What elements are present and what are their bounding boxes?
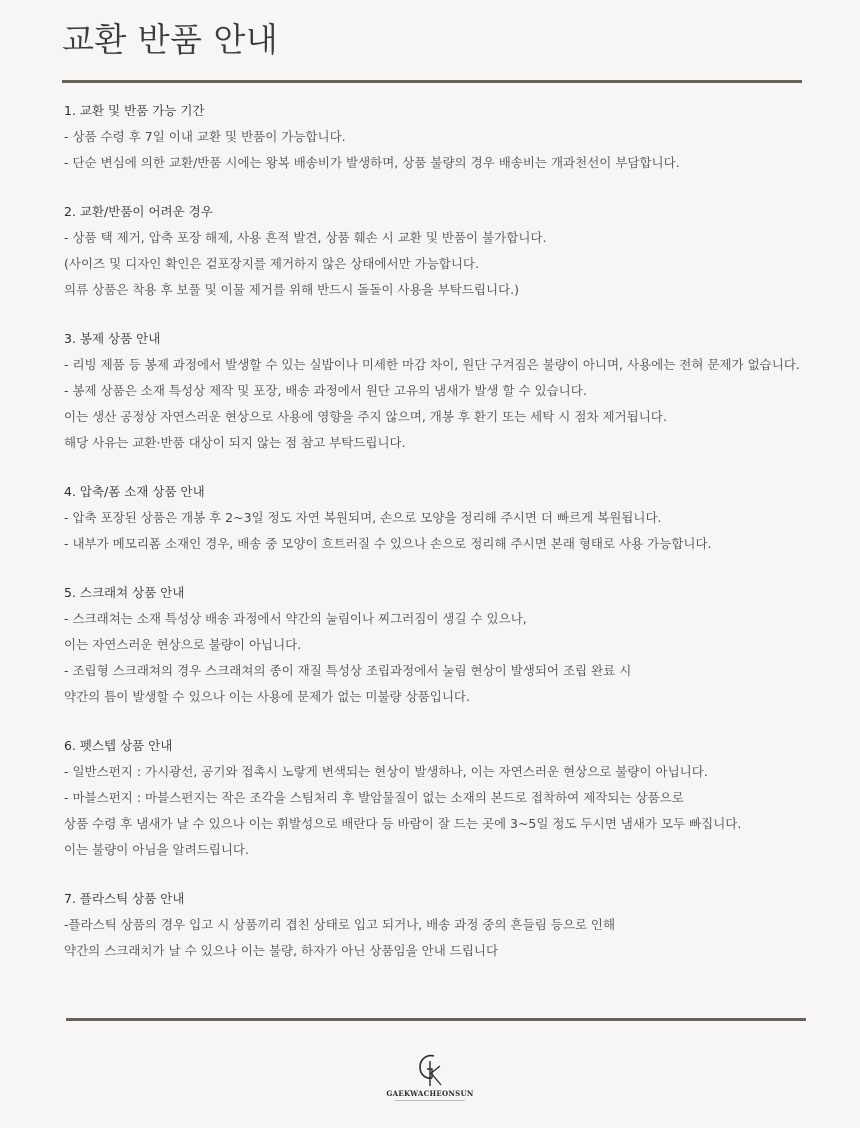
section-exchange-period (64, 98, 844, 176)
section-heading: 7. 플라스틱 상품 안내 (64, 891, 185, 906)
brand-tagline (380, 1099, 480, 1103)
section-line: -플라스틱 상품의 경우 입고 시 상품끼리 겹친 상태로 입고 되거나, 배송 과정 중의 흔들림 등으로 인해 (64, 917, 616, 932)
section-heading: 2. 교환/반품이 어려운 경우 (64, 204, 213, 219)
section-line: 이는 자연스러운 현상으로 불량이 아닙니다. (64, 637, 302, 652)
title-divider (62, 80, 802, 83)
section-line: (사이즈 및 디자인 확인은 겉포장지를 제거하지 않은 상태에서만 가능합니다. (64, 256, 479, 271)
section-scratcher (64, 580, 844, 710)
brand-name: GAEKWACHEONSUN (386, 1089, 474, 1098)
section-line: 약간의 틈이 발생할 수 있으나 이는 사용에 문제가 없는 미불량 상품입니다. (64, 689, 470, 704)
section-sewn-products (64, 326, 844, 456)
section-line: 약간의 스크래치가 날 수 있으나 이는 불량, 하자가 아닌 상품임을 안내 드립니다 (64, 943, 499, 958)
gk-monogram-icon (414, 1052, 446, 1088)
section-line: - 마블스펀지 : 마블스펀지는 작은 조각을 스팀처리 후 발암물질이 없는 소재의 본드로 접착하여 제작되는 상품으로 (64, 790, 684, 805)
brand-tagline-line-icon (395, 1099, 465, 1102)
section-line: 의류 상품은 착용 후 보풀 및 이물 제거를 위해 반드시 돌돌이 사용을 부탁드립니다.) (64, 282, 520, 297)
section-heading: 1. 교환 및 반품 가능 기간 (64, 103, 205, 118)
section-heading: 3. 봉제 상품 안내 (64, 331, 161, 346)
section-line: - 일반스펀지 : 가시광선, 공기와 접촉시 노랗게 변색되는 현상이 발생하나, 이는 자연스러운 현상으로 불량이 아닙니다. (64, 764, 708, 779)
page-title: 교환 반품 안내 (62, 20, 279, 59)
section-line: - 단순 변심에 의한 교환/반품 시에는 왕복 배송비가 발생하며, 상품 불량의 경우 배송비는 개과천선이 부담합니다. (64, 155, 680, 170)
section-heading: 6. 펫스텝 상품 안내 (64, 738, 173, 753)
brand-logo (380, 1052, 480, 1103)
section-line: - 스크래쳐는 소재 특성상 배송 과정에서 약간의 눌림이나 찌그러짐이 생길 수 있으나, (64, 611, 527, 626)
section-line: - 리빙 제품 등 봉제 과정에서 발생할 수 있는 실밥이나 미세한 마감 차이, 원단 구겨짐은 불량이 아니며, 사용에는 전혀 문제가 없습니다. (64, 357, 800, 372)
notice-sections (64, 98, 844, 987)
section-heading: 5. 스크래쳐 상품 안내 (64, 585, 185, 600)
section-line: - 봉제 상품은 소재 특성상 제작 및 포장, 배송 과정에서 원단 고유의 냄새가 발생 할 수 있습니다. (64, 383, 587, 398)
section-line: - 내부가 메모리폼 소재인 경우, 배송 중 모양이 흐트러질 수 있으나 손으로 정리해 주시면 본래 형태로 사용 가능합니다. (64, 536, 712, 551)
section-line: 상품 수령 후 냄새가 날 수 있으나 이는 휘발성으로 배란다 등 바람이 잘 드는 곳에 3~5일 정도 두시면 냄새가 모두 빠집니다. (64, 816, 742, 831)
section-pet-step (64, 733, 844, 863)
section-line: 이는 생산 공정상 자연스러운 현상으로 사용에 영향을 주지 않으며, 개봉 후 환기 또는 세탁 시 점차 제거됩니다. (64, 409, 667, 424)
section-heading: 4. 압축/폼 소재 상품 안내 (64, 484, 205, 499)
footer-divider (66, 1018, 806, 1021)
section-compressed-foam (64, 479, 844, 557)
section-line: 이는 불량이 아님을 알려드립니다. (64, 842, 249, 857)
section-line: - 압축 포장된 상품은 개봉 후 2~3일 정도 자연 복원되며, 손으로 모양을 정리해 주시면 더 빠르게 복원됩니다. (64, 510, 662, 525)
section-line: - 상품 택 제거, 압축 포장 해제, 사용 흔적 발견, 상품 훼손 시 교환 및 반품이 불가합니다. (64, 230, 547, 245)
section-line: - 조립형 스크래쳐의 경우 스크래쳐의 종이 재질 특성상 조립과정에서 눌림 현상이 발생되어 조립 완료 시 (64, 663, 632, 678)
section-restrictions (64, 199, 844, 303)
section-line: - 상품 수령 후 7일 이내 교환 및 반품이 가능합니다. (64, 129, 346, 144)
section-line: 해당 사유는 교환·반품 대상이 되지 않는 점 참고 부탁드립니다. (64, 435, 406, 450)
section-plastic (64, 886, 844, 964)
